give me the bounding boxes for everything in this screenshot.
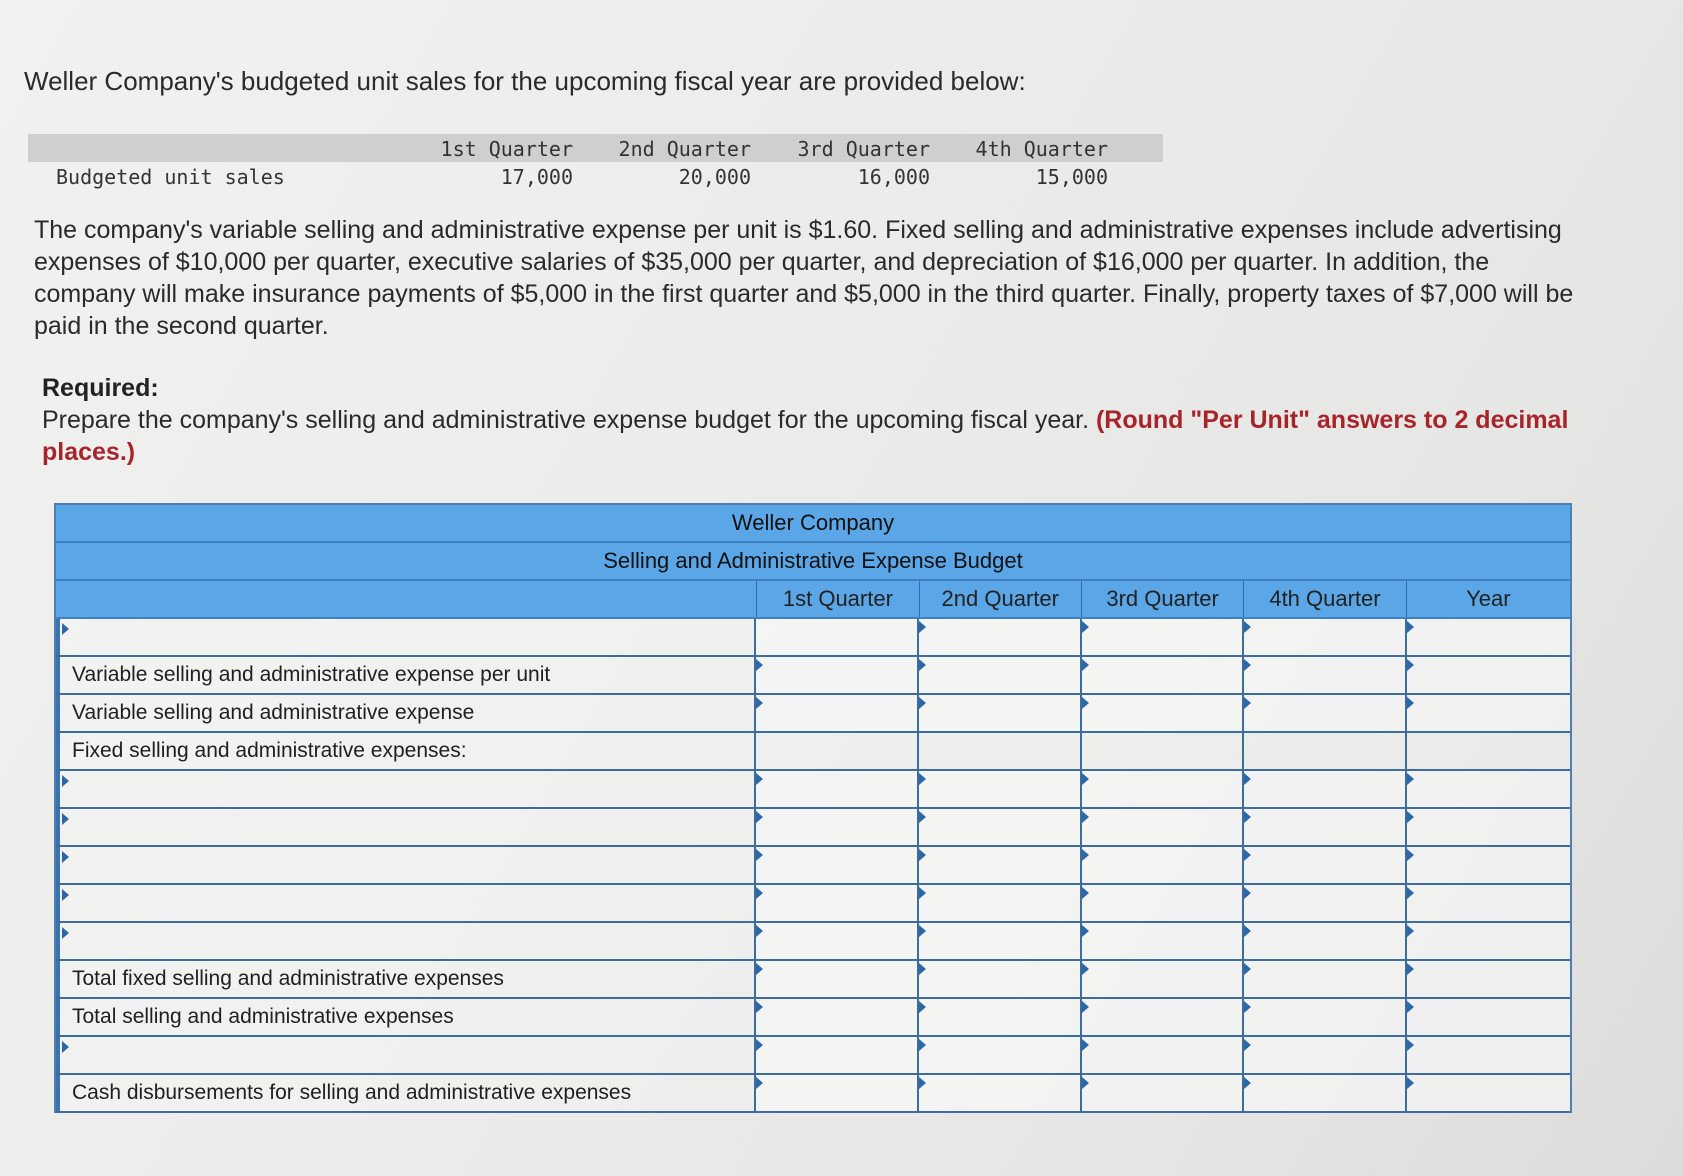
row-label-text: Fixed selling and administrative expenses: [72,739,467,762]
input-marker-icon [1407,925,1414,937]
input-cell-q4[interactable] [1242,1037,1405,1073]
rounding-note: (Round "Per Unit" answers to 2 decimal places.) [42,406,1569,466]
input-marker-icon [1082,621,1089,633]
input-cell-q1[interactable] [754,923,917,959]
empty-cell-q3 [1080,733,1243,769]
sales-q2: 20,000 [678,165,751,189]
input-cell-q4[interactable] [1242,847,1405,883]
row-label-text: Total selling and administrative expenses [72,1005,454,1028]
input-marker-icon [919,887,926,899]
input-marker-icon [1244,849,1251,861]
input-cell-q2[interactable] [917,619,1080,655]
input-marker-icon [1082,1077,1089,1089]
input-marker-icon [919,925,926,937]
input-cell-q3[interactable] [1080,695,1243,731]
input-marker-icon [1407,1077,1414,1089]
input-cell-q4[interactable] [1242,1075,1405,1111]
dropdown-marker-icon [62,889,69,901]
input-marker-icon [1082,887,1089,899]
input-cell-q1[interactable] [754,657,917,693]
input-marker-icon [756,887,763,899]
input-marker-icon [1082,811,1089,823]
input-cell-q4[interactable] [1242,885,1405,921]
required-heading: Required: [42,374,159,402]
input-marker-icon [1244,963,1251,975]
input-cell-year[interactable] [1405,1037,1570,1073]
budget-row [56,999,1570,1037]
input-marker-icon [756,925,763,937]
input-cell-q4[interactable] [1242,999,1405,1035]
input-marker-icon [1082,1001,1089,1013]
input-marker-icon [1244,697,1251,709]
budget-title: Selling and Administrative Expense Budget [56,543,1570,581]
input-cell-q4[interactable] [1242,809,1405,845]
row-label [56,999,754,1035]
input-cell-year[interactable] [1405,923,1570,959]
input-cell-q3[interactable] [1080,657,1243,693]
input-cell-q1[interactable] [754,619,917,655]
input-marker-icon [919,963,926,975]
input-cell-q2[interactable] [917,809,1080,845]
budget-row [56,809,1570,847]
row-label-input[interactable] [56,809,754,845]
input-cell-q2[interactable] [917,1037,1080,1073]
input-marker-icon [919,697,926,709]
required-instructions [42,404,1582,468]
input-cell-q3[interactable] [1080,1037,1243,1073]
input-marker-icon [756,659,763,671]
budget-row [56,695,1570,733]
input-cell-q2[interactable] [917,1075,1080,1111]
input-cell-q1[interactable] [754,961,917,997]
input-cell-year[interactable] [1405,999,1570,1035]
required-text: Prepare the company's selling and administrative expense budget for the upcoming fiscal year. [42,406,1096,434]
input-marker-icon [1407,659,1414,671]
budget-row [56,619,1570,657]
input-marker-icon [1082,925,1089,937]
input-cell-q3[interactable] [1080,771,1243,807]
input-cell-q4[interactable] [1242,923,1405,959]
input-cell-q4[interactable] [1242,771,1405,807]
input-cell-q3[interactable] [1080,809,1243,845]
input-marker-icon [1407,621,1414,633]
input-marker-icon [1407,697,1414,709]
empty-cell-q2 [917,733,1080,769]
dropdown-marker-icon [62,927,69,939]
input-marker-icon [1244,1077,1251,1089]
row-label-text: Cash disbursements for selling and administrative expenses [72,1081,632,1104]
input-marker-icon [1244,811,1251,823]
row-label-input[interactable] [56,885,754,921]
input-marker-icon [1407,1001,1414,1013]
input-marker-icon [1082,849,1089,861]
input-cell-q2[interactable] [917,695,1080,731]
row-label [56,657,754,693]
input-cell-q3[interactable] [1080,885,1243,921]
col-header-q2: 2nd Quarter [919,581,1081,617]
input-cell-q3[interactable] [1080,923,1243,959]
input-cell-q3[interactable] [1080,999,1243,1035]
input-cell-q4[interactable] [1242,961,1405,997]
input-cell-year[interactable] [1405,847,1570,883]
problem-paragraph: The company's variable selling and administrative expense per unit is $1.60. Fixed selling and administrative expenses include advertising expenses of $10,000 per quarter, executive salaries of $35,000 per quarter, and depreciation of $16,000 per quarter. In addition, the company will make insurance payments of $5,000 in the first quarter and $5,000 in the third quarter. Finally, property taxes of $7,000 will be paid in the second quarter. [34,216,1574,340]
input-marker-icon [919,849,926,861]
input-cell-year[interactable] [1405,657,1570,693]
input-marker-icon [1082,659,1089,671]
input-marker-icon [1407,963,1414,975]
dropdown-marker-icon [62,775,69,787]
input-marker-icon [1244,1039,1251,1051]
input-marker-icon [756,849,763,861]
row-label-input[interactable] [56,619,754,655]
input-cell-q4[interactable] [1242,657,1405,693]
input-cell-q1[interactable] [754,885,917,921]
input-marker-icon [756,697,763,709]
header-q4: 4th Quarter [975,137,1108,161]
input-cell-q3[interactable] [1080,961,1243,997]
row-label [56,1075,754,1111]
intro-text: Weller Company's budgeted unit sales for the upcoming fiscal year are provided below: [24,66,1026,96]
row-label-input[interactable] [56,847,754,883]
input-cell-year[interactable] [1405,809,1570,845]
input-cell-q1[interactable] [754,809,917,845]
budget-row [56,771,1570,809]
budget-rows [56,619,1570,1113]
sales-q1: 17,000 [500,165,573,189]
row-label [56,733,754,769]
row-label-input[interactable] [56,771,754,807]
input-marker-icon [919,773,926,785]
unit-sales-label: Budgeted unit sales [56,165,285,189]
input-marker-icon [1082,1039,1089,1051]
input-marker-icon [1407,811,1414,823]
header-spacer [56,581,756,617]
row-label-input[interactable] [56,1037,754,1073]
input-cell-q1[interactable] [754,847,917,883]
budget-row [56,885,1570,923]
input-marker-icon [756,811,763,823]
input-marker-icon [1407,849,1414,861]
input-cell-q2[interactable] [917,771,1080,807]
input-cell-q1[interactable] [754,771,917,807]
budget-row [56,923,1570,961]
input-cell-q2[interactable] [917,999,1080,1035]
input-cell-q2[interactable] [917,923,1080,959]
input-marker-icon [1244,887,1251,899]
input-cell-year[interactable] [1405,695,1570,731]
input-marker-icon [1244,773,1251,785]
dropdown-marker-icon [62,623,69,635]
col-header-year: Year [1406,581,1570,617]
budget-row [56,961,1570,999]
header-q3: 3rd Quarter [797,137,930,161]
budget-row [56,657,1570,695]
input-cell-q2[interactable] [917,885,1080,921]
budget-table [54,503,1572,1113]
dropdown-marker-icon [62,1041,69,1053]
input-cell-q3[interactable] [1080,1075,1243,1111]
row-label-input[interactable] [56,923,754,959]
header-q2: 2nd Quarter [618,137,751,161]
row-label-text: Total fixed selling and administrative expenses [72,967,504,990]
empty-cell-q1 [754,733,917,769]
input-marker-icon [919,621,926,633]
input-cell-q3[interactable] [1080,619,1243,655]
input-cell-year[interactable] [1405,619,1570,655]
input-cell-q1[interactable] [754,1037,917,1073]
budget-company-name: Weller Company [56,505,1570,543]
input-marker-icon [919,1001,926,1013]
input-cell-year[interactable] [1405,961,1570,997]
input-cell-q1[interactable] [754,695,917,731]
budget-row [56,1075,1570,1113]
budget-row [56,847,1570,885]
input-marker-icon [1244,621,1251,633]
col-header-q3: 3rd Quarter [1081,581,1243,617]
input-marker-icon [756,963,763,975]
input-cell-q2[interactable] [917,847,1080,883]
budget-column-headers [56,581,1570,619]
input-cell-year[interactable] [1405,885,1570,921]
dropdown-marker-icon [62,851,69,863]
input-marker-icon [1407,887,1414,899]
input-cell-q3[interactable] [1080,847,1243,883]
input-marker-icon [1082,963,1089,975]
budget-row [56,1037,1570,1075]
sales-q3: 16,000 [857,165,930,189]
budget-row [56,733,1570,771]
input-marker-icon [756,1077,763,1089]
row-label-text: Variable selling and administrative expense [72,701,475,724]
row-label [56,695,754,731]
input-marker-icon [1244,659,1251,671]
input-marker-icon [919,659,926,671]
dropdown-marker-icon [62,813,69,825]
col-header-q1: 1st Quarter [756,581,918,617]
row-label [56,961,754,997]
input-cell-q2[interactable] [917,657,1080,693]
input-marker-icon [1244,1001,1251,1013]
input-marker-icon [756,1039,763,1051]
input-cell-year[interactable] [1405,1075,1570,1111]
input-marker-icon [756,773,763,785]
input-marker-icon [1407,773,1414,785]
empty-cell-q4 [1242,733,1405,769]
input-cell-q2[interactable] [917,961,1080,997]
input-cell-q1[interactable] [754,1075,917,1111]
col-header-q4: 4th Quarter [1243,581,1405,617]
empty-cell-year [1405,733,1570,769]
input-marker-icon [919,811,926,823]
unit-sales-row [28,162,1163,192]
input-marker-icon [1244,925,1251,937]
row-label-text: Variable selling and administrative expense per unit [72,663,551,686]
input-marker-icon [1407,1039,1414,1051]
input-marker-icon [756,1001,763,1013]
input-marker-icon [1082,697,1089,709]
unit-sales-table [28,134,1163,192]
input-cell-q4[interactable] [1242,619,1405,655]
sales-q4: 15,000 [1035,165,1108,189]
input-cell-year[interactable] [1405,771,1570,807]
input-cell-q1[interactable] [754,999,917,1035]
input-marker-icon [919,1077,926,1089]
input-marker-icon [919,1039,926,1051]
header-q1: 1st Quarter [440,137,573,161]
input-cell-q4[interactable] [1242,695,1405,731]
unit-sales-header [28,134,1163,162]
input-marker-icon [1082,773,1089,785]
